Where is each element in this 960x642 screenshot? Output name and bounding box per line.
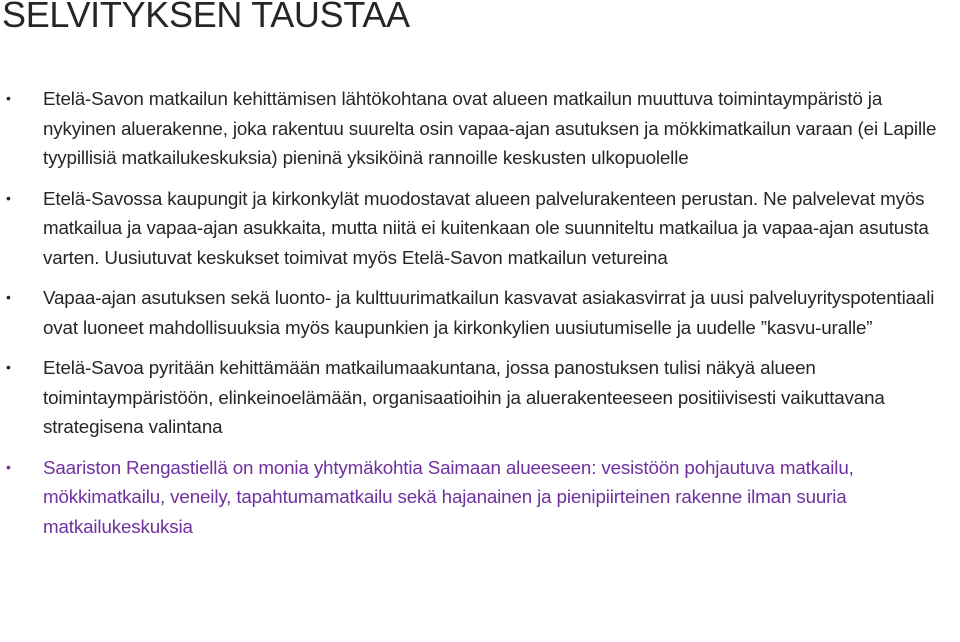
bullet-item [0,283,960,342]
bullet-text: Etelä-Savossa kaupungit ja kirkonkylät muodostavat alueen palvelurakenteen perustan. Ne palvelevat myös matkailua ja vapaa-ajan asukkaita, mutta niitä ei kuitenkaan ole suunniteltu matkailua ja vapaa-ajan asutusta varten. Uusiutuvat keskukset toimivat myös Etelä-Savon matkailun vetureina [43,187,929,268]
bullet-point-icon: • [6,289,11,305]
bullet-item [0,184,960,273]
bullet-text: Etelä-Savon matkailun kehittämisen lähtökohtana ovat alueen matkailun muuttuva toimintaympäristö ja nykyinen aluerakenne, joka rakentuu suurelta osin vapaa-ajan asutuksen ja mökkimatkailun varaan (ei Lapille tyypillisiä matkailukeskuksia) pieninä yksiköinä rannoille keskusten ulkopuolelle [43,88,937,168]
slide-title: SELVITYKSEN TAUSTAA [2,0,410,35]
bullet-point-icon: • [6,359,11,375]
bullet-text: Etelä-Savoa pyritään kehittämään matkailumaakuntana, jossa panostuksen tulisi näkyä alueen toimintaympäristöön, elinkeinoelämään, organisaatioihin ja aluerakenteeseen positiivisesti vaikuttavana strategisena valintana [43,357,885,437]
bullet-point-icon: • [6,189,11,206]
bullet-point-icon: • [6,458,11,475]
bullet-text: Saariston Rengastiellä on monia yhtymäkohtia Saimaan alueeseen: vesistöön pohjautuva matkailu, mökkimatkailu, veneily, tapahtumamatkailu sekä hajanainen ja pienipiirteinen rakenne ilman suuria matkailukeskuksia [43,456,854,537]
bullet-item [0,353,960,442]
bullet-point-icon: • [6,90,11,106]
bullet-item [0,84,960,173]
bullet-item-highlighted [0,453,960,542]
bullet-list [0,84,960,541]
bullet-text: Vapaa-ajan asutuksen sekä luonto- ja kulttuurimatkailun kasvavat asiakasvirrat ja uusi palveluyrityspotentiaali ovat luoneet mahdollisuuksia myös kaupunkien ja kirkonkylien uusiutumiselle ja uudelle ”kasvu-uralle” [43,287,935,338]
